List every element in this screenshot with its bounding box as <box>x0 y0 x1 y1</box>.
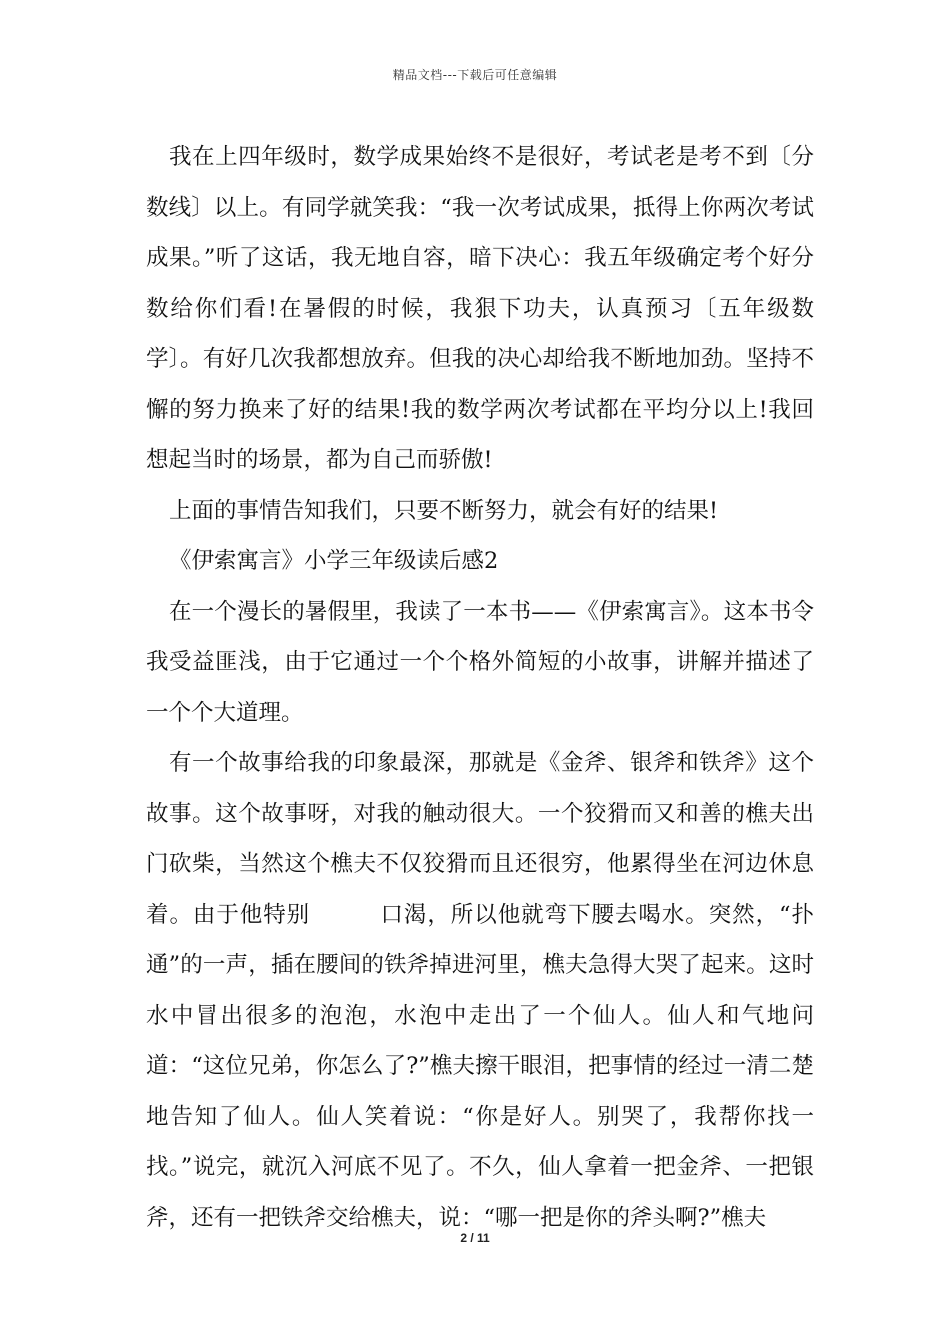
document-body <box>146 132 814 1243</box>
page-number: 2 / 11 <box>460 1231 490 1245</box>
paragraph-lesson: 上面的事情告知我们，只要不断努力，就会有好的结果! <box>169 497 719 524</box>
paragraph-book-intro: 在一个漫长的暑假里，我读了一本书——《伊索寓言》。这本书令我受益匪浅，由于它通过一个个格外简短的小故事，讲解并描述了一个个大道理。 <box>146 598 814 726</box>
section-title: 《伊索寓言》小学三年级读后感2 <box>169 548 499 574</box>
paragraph-math-story: 我在上四年级时，数学成果始终不是很好，考试老是考不到〔分数线〕以上。有同学就笑我：“我一次考试成果，抵得上你两次考试成果。”听了这话，我无地自容，暗下决心：我五年级确定考个好分数给你们看!在暑假的时候，我狠下功夫，认真预习〔五年级数学〕。有好几次我都想放弃。但我的决心却给我不断地加劲。坚持不懈的努力换来了好的结果!我的数学两次考试都在平均分以上!我回想起当时的场景，都为自己而骄傲! <box>146 144 814 473</box>
page-header: 精品文档---下载后可任意编辑 <box>392 68 558 82</box>
paragraph-axe-story: 有一个故事给我的印象最深，那就是《金斧、银斧和铁斧》这个故事。这个故事呀，对我的触动很大。一个狡猾而又和善的樵夫出门砍柴，当然这个樵夫不仅狡猾而且还很穷，他累得坐在河边休息着。由于他特别 口渴，所以他就弯下腰去喝水。突然，“扑通”的一声，插在腰间的铁斧掉进河里，樵夫急得大哭了起来。这时水中冒出很多的泡泡，水泡中走出了一个仙人。仙人和气地问道：“这位兄弟，你怎么了?”樵夫擦干眼泪，把事情的经过一清二楚地告知了仙人。仙人笑着说：“你是好人。别哭了，我帮你找一找。”说完，就沉入河底不见了。不久，仙人拿着一把金斧、一把银斧，还有一把铁斧交给樵夫，说：“哪一把是你的斧头啊?”樵夫 <box>146 750 814 1231</box>
